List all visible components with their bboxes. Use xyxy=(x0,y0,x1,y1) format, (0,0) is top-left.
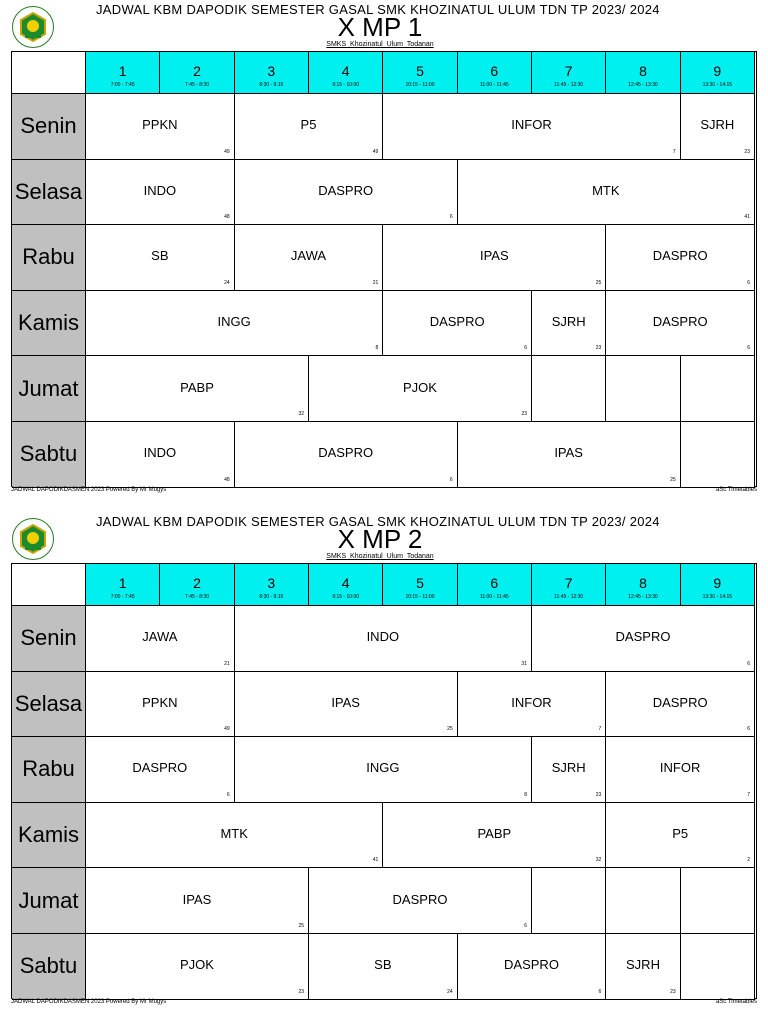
period-number: 9 xyxy=(713,63,722,79)
day-label: Senin xyxy=(12,606,86,672)
lesson-cell xyxy=(532,291,606,357)
lesson-cell xyxy=(309,356,532,422)
period-header xyxy=(606,52,680,94)
lesson-cell xyxy=(309,934,458,1000)
lesson-subject: INFOR xyxy=(511,694,552,710)
lesson-cell xyxy=(606,934,680,1000)
lesson-cell xyxy=(86,803,383,869)
lesson-cell xyxy=(606,803,755,869)
period-time: 11:45 - 12:30 xyxy=(554,594,584,600)
period-header xyxy=(681,564,755,606)
lesson-cell xyxy=(458,422,681,488)
day-label: Rabu xyxy=(12,737,86,803)
lesson-room: 21 xyxy=(372,279,379,286)
lesson-cell xyxy=(86,672,235,738)
page-title: JADWAL KBM DAPODIK SEMESTER GASAL SMK KHOZINATUL ULUM TDN TP 2023/ 2024 xyxy=(96,514,660,529)
footer-credit: JADWAL DAPODIKDASMEN 2023 Powered By Mr Mugys xyxy=(11,999,167,1005)
lesson-subject: IPAS xyxy=(182,891,212,907)
period-time: 8:30 - 9:15 xyxy=(259,594,284,600)
period-header xyxy=(235,52,309,94)
lesson-room: 32 xyxy=(298,410,304,417)
lesson-room: 21 xyxy=(224,660,230,667)
footer-brand: aSc Timetables xyxy=(715,999,757,1005)
period-header xyxy=(86,52,160,94)
period-time: 9:15 - 10:00 xyxy=(332,82,359,88)
period-number: 3 xyxy=(267,63,276,79)
lesson-room: 41 xyxy=(372,857,379,864)
school-label: SMKS_Khozinatul_Ulum_Todanan xyxy=(326,553,434,560)
lesson-cell xyxy=(86,606,235,672)
day-label: Rabu xyxy=(12,225,86,291)
period-time: 7:00 - 7:45 xyxy=(110,82,135,88)
lesson-room: 6 xyxy=(598,988,602,995)
page-title: JADWAL KBM DAPODIK SEMESTER GASAL SMK KHOZINATUL ULUM TDN TP 2023/ 2024 xyxy=(96,2,660,17)
day-label: Senin xyxy=(12,94,86,160)
period-number: 6 xyxy=(490,575,499,591)
period-header xyxy=(309,564,383,606)
period-number: 1 xyxy=(118,575,127,591)
lesson-room: 6 xyxy=(747,345,750,352)
lesson-cell xyxy=(235,422,458,488)
lesson-cell xyxy=(458,934,607,1000)
period-header xyxy=(309,52,383,94)
footer-credit: JADWAL DAPODIKDASMEN 2023 Powered By Mr Mugys xyxy=(11,487,167,493)
period-header xyxy=(383,564,457,606)
footer-brand: aSc Timetables xyxy=(715,487,757,493)
day-label: Kamis xyxy=(12,803,86,869)
lesson-room: 31 xyxy=(521,660,527,667)
lesson-cell xyxy=(86,291,383,357)
period-time: 10:15 - 11:00 xyxy=(405,82,435,88)
lesson-room: 41 xyxy=(744,214,750,221)
timetable-grid xyxy=(11,563,757,999)
lesson-cell xyxy=(383,94,680,160)
lesson-cell xyxy=(235,672,458,738)
period-time: 7:45 - 8:30 xyxy=(185,82,209,88)
lesson-cell xyxy=(86,934,309,1000)
period-number: 8 xyxy=(639,63,647,79)
period-header xyxy=(458,52,532,94)
lesson-cell xyxy=(606,737,755,803)
lesson-room: 23 xyxy=(298,988,304,995)
period-time: 7:00 - 7:45 xyxy=(110,594,135,600)
lesson-subject: SB xyxy=(151,248,169,264)
lesson-room: 25 xyxy=(298,922,304,929)
lesson-subject: IPAS xyxy=(479,248,509,264)
lesson-room: 49 xyxy=(224,726,230,733)
period-header xyxy=(606,564,680,606)
lesson-subject: SJRH xyxy=(700,117,735,133)
lesson-room: 25 xyxy=(595,279,602,286)
day-label: Jumat xyxy=(12,868,86,934)
period-number: 7 xyxy=(564,575,573,591)
timetable-grid xyxy=(11,51,757,487)
lesson-room: 32 xyxy=(595,857,602,864)
period-header xyxy=(681,52,755,94)
lesson-subject: DASPRO xyxy=(318,182,374,198)
lesson-room: 24 xyxy=(224,279,230,286)
lesson-room: 6 xyxy=(226,791,230,798)
lesson-room: 6 xyxy=(524,345,527,352)
grid-corner xyxy=(12,564,86,606)
lesson-room: 7 xyxy=(598,726,602,733)
period-time: 9:15 - 10:00 xyxy=(332,594,359,600)
lesson-subject: INGG xyxy=(217,314,251,330)
class-name: X MP 1 xyxy=(337,12,423,42)
lesson-cell xyxy=(309,868,532,934)
lesson-cell xyxy=(235,225,384,291)
period-number: 9 xyxy=(713,575,722,591)
class-name: X MP 2 xyxy=(337,524,423,554)
lesson-room: 7 xyxy=(747,791,750,798)
lesson-subject: PPKN xyxy=(142,694,178,710)
lesson-subject: P5 xyxy=(300,117,317,133)
lesson-cell xyxy=(235,737,532,803)
lesson-subject: PJOK xyxy=(180,957,214,973)
lesson-subject: INFOR xyxy=(511,117,552,133)
lesson-cell xyxy=(383,803,606,869)
lesson-subject: PPKN xyxy=(142,117,178,133)
lesson-subject: DASPRO xyxy=(652,314,708,330)
lesson-room: 6 xyxy=(449,476,453,483)
lesson-cell xyxy=(86,160,235,226)
lesson-subject: INDO xyxy=(143,445,177,461)
day-label: Sabtu xyxy=(12,934,86,1000)
lesson-room: 8 xyxy=(524,791,527,798)
lesson-room: 48 xyxy=(224,214,230,221)
lesson-cell xyxy=(458,672,607,738)
timetable-section xyxy=(0,512,768,1024)
lesson-subject: INFOR xyxy=(659,760,701,776)
lesson-room: 6 xyxy=(449,214,453,221)
lesson-subject: DASPRO xyxy=(652,694,708,710)
period-header xyxy=(235,564,309,606)
school-label: SMKS_Khozinatul_Ulum_Todanan xyxy=(326,41,434,48)
lesson-cell xyxy=(606,291,755,357)
period-number: 3 xyxy=(267,575,276,591)
period-time: 12:45 - 13:30 xyxy=(628,594,658,600)
lesson-cell xyxy=(86,737,235,803)
lesson-subject: SJRH xyxy=(551,314,586,330)
empty-cell xyxy=(681,868,755,934)
lesson-room: 7 xyxy=(672,148,676,155)
period-header xyxy=(532,52,606,94)
lesson-subject: INGG xyxy=(366,760,400,776)
empty-cell xyxy=(681,934,755,1000)
period-number: 8 xyxy=(639,575,647,591)
lesson-room: 8 xyxy=(375,345,379,352)
lesson-subject: DASPRO xyxy=(429,314,485,330)
lesson-cell xyxy=(86,868,309,934)
period-number: 4 xyxy=(341,63,350,79)
period-header xyxy=(160,564,234,606)
lesson-cell xyxy=(86,356,309,422)
lesson-room: 6 xyxy=(747,660,750,667)
empty-cell xyxy=(606,868,680,934)
lesson-subject: DASPRO xyxy=(392,891,448,907)
period-time: 13:30 - 14:15 xyxy=(702,594,733,600)
period-header xyxy=(383,52,457,94)
lesson-room: 23 xyxy=(595,345,602,352)
empty-cell xyxy=(606,356,680,422)
school-emblem-icon xyxy=(12,518,54,560)
empty-cell xyxy=(532,356,606,422)
day-label: Sabtu xyxy=(12,422,86,488)
lesson-cell xyxy=(458,160,755,226)
lesson-room: 24 xyxy=(447,988,453,995)
empty-cell xyxy=(681,356,755,422)
lesson-subject: SJRH xyxy=(626,957,660,973)
period-number: 2 xyxy=(193,575,201,591)
lesson-subject: MTK xyxy=(592,182,620,198)
lesson-subject: DASPRO xyxy=(615,629,671,645)
lesson-subject: MTK xyxy=(220,826,248,842)
period-time: 10:15 - 11:00 xyxy=(405,594,435,600)
lesson-subject: DASPRO xyxy=(318,445,374,461)
lesson-room: 23 xyxy=(670,988,676,995)
lesson-room: 2 xyxy=(747,857,750,864)
period-header xyxy=(458,564,532,606)
period-number: 1 xyxy=(118,63,127,79)
day-label: Jumat xyxy=(12,356,86,422)
lesson-cell xyxy=(235,94,384,160)
period-header xyxy=(532,564,606,606)
lesson-cell xyxy=(681,94,755,160)
lesson-subject: PJOK xyxy=(403,379,437,395)
period-time: 8:30 - 9:15 xyxy=(259,82,284,88)
lesson-subject: DASPRO xyxy=(652,248,708,264)
lesson-subject: PABP xyxy=(477,826,512,842)
lesson-cell xyxy=(86,94,235,160)
lesson-cell xyxy=(86,225,235,291)
lesson-subject: IPAS xyxy=(554,445,583,461)
period-time: 13:30 - 14:15 xyxy=(702,82,733,88)
day-label: Selasa xyxy=(12,160,86,226)
period-time: 7:45 - 8:30 xyxy=(185,594,209,600)
lesson-cell xyxy=(235,606,532,672)
period-time: 11:00 - 11:45 xyxy=(479,82,509,88)
lesson-room: 48 xyxy=(224,476,230,483)
lesson-room: 25 xyxy=(447,726,453,733)
lesson-room: 49 xyxy=(224,148,230,155)
lesson-room: 6 xyxy=(747,279,750,286)
lesson-cell xyxy=(532,737,606,803)
lesson-cell xyxy=(606,225,755,291)
lesson-cell xyxy=(383,225,606,291)
period-number: 7 xyxy=(564,63,573,79)
lesson-room: 23 xyxy=(595,791,602,798)
lesson-room: 25 xyxy=(670,476,676,483)
period-time: 11:00 - 11:45 xyxy=(479,594,509,600)
lesson-room: 49 xyxy=(372,148,379,155)
period-time: 11:45 - 12:30 xyxy=(554,82,584,88)
period-number: 2 xyxy=(193,63,201,79)
empty-cell xyxy=(681,422,755,488)
lesson-subject: JAWA xyxy=(142,629,178,645)
lesson-cell xyxy=(383,291,532,357)
lesson-cell xyxy=(86,422,235,488)
day-label: Selasa xyxy=(12,672,86,738)
lesson-room: 23 xyxy=(521,410,527,417)
lesson-subject: PABP xyxy=(180,379,214,395)
lesson-subject: INDO xyxy=(366,629,400,645)
period-number: 4 xyxy=(341,575,350,591)
day-label: Kamis xyxy=(12,291,86,357)
lesson-subject: SB xyxy=(374,957,392,973)
period-number: 5 xyxy=(416,575,424,591)
lesson-room: 6 xyxy=(524,922,527,929)
lesson-room: 6 xyxy=(747,726,750,733)
lesson-subject: IPAS xyxy=(331,694,360,710)
lesson-room: 23 xyxy=(744,148,750,155)
lesson-cell xyxy=(532,606,755,672)
school-emblem-icon xyxy=(12,6,54,48)
lesson-subject: JAWA xyxy=(290,248,327,264)
period-number: 5 xyxy=(416,63,424,79)
lesson-cell xyxy=(606,672,755,738)
lesson-subject: INDO xyxy=(143,182,177,198)
lesson-subject: SJRH xyxy=(551,760,586,776)
lesson-cell xyxy=(235,160,458,226)
period-number: 6 xyxy=(490,63,499,79)
period-time: 12:45 - 13:30 xyxy=(628,82,658,88)
lesson-subject: DASPRO xyxy=(132,760,188,776)
lesson-subject: P5 xyxy=(672,826,689,842)
empty-cell xyxy=(532,868,606,934)
period-header xyxy=(160,52,234,94)
period-header xyxy=(86,564,160,606)
grid-corner xyxy=(12,52,86,94)
lesson-subject: DASPRO xyxy=(504,957,559,973)
